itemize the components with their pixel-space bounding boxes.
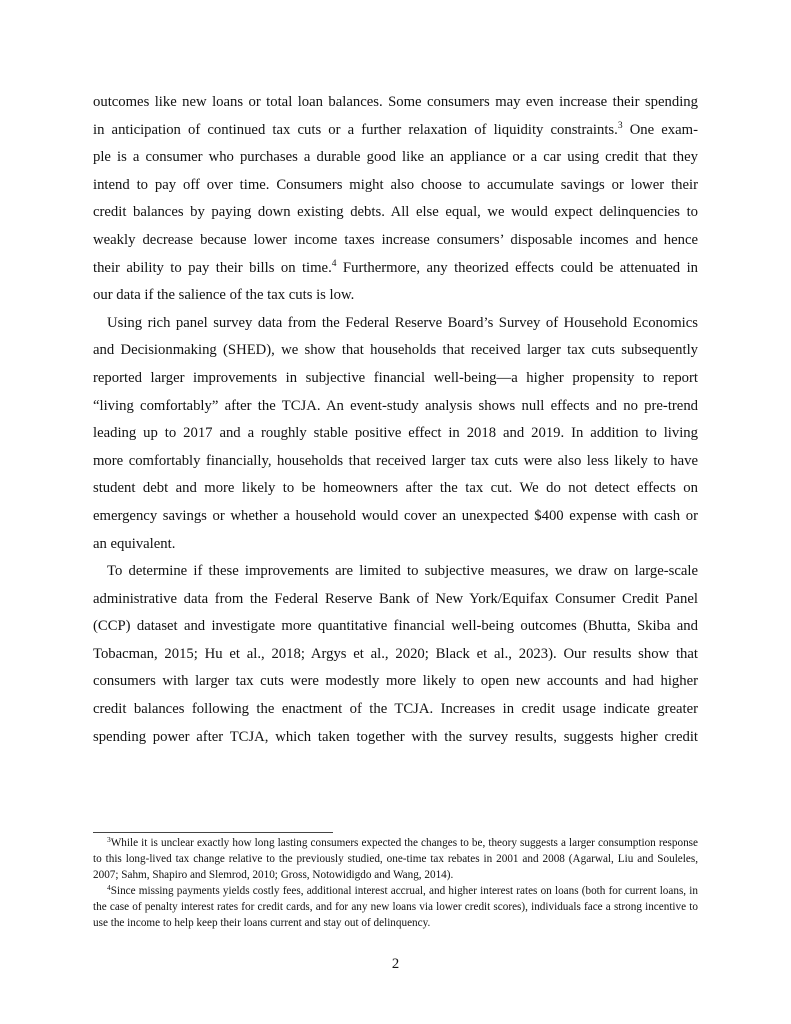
body-text bbox=[93, 89, 698, 751]
paragraph bbox=[93, 310, 698, 558]
paragraph bbox=[93, 89, 698, 310]
text-line: student debt and more likely to be homeowners after the tax cut. We do not detect effects on bbox=[93, 480, 698, 497]
footnote-mark: 3 bbox=[107, 835, 111, 844]
footnote-mark: 4 bbox=[107, 883, 111, 892]
text-line: credit balances by paying down existing debts. All else equal, we would expect delinquencies to bbox=[93, 204, 698, 221]
footnote-ref[interactable]: 4 bbox=[331, 258, 337, 269]
text-line: and Decisionmaking (SHED), we show that households that received larger tax cuts subsequently bbox=[93, 342, 698, 359]
footnote-text: While it is unclear exactly how long lasting consumers expected the changes to be, theory suggests a larger consumption response to this long-lived tax change relative to the previously studied, one-time tax rebates in 2001 and 2008 (Agarwal, Liu and Souleles, 2007; Sahm, Shapiro and Slemrod, 2010; Gross, Notowidigdo and Wang, 2014). bbox=[93, 837, 698, 881]
footnote-text: Since missing payments yields costly fees, additional interest accrual, and higher interest rates on loans (both for current loans, in the case of penalty interest rates for credit cards, and for any new loans via lower credit scores), individuals face a strong incentive to use the income to help keep their loans current and stay out of delinquency. bbox=[93, 885, 698, 929]
text-line: consumers with larger tax cuts were modestly more likely to open new accounts and had higher bbox=[93, 673, 698, 690]
footnote-3 bbox=[93, 835, 698, 883]
paragraph bbox=[93, 558, 698, 751]
text-line: weakly decrease because lower income taxes increase consumers’ disposable incomes and hence bbox=[93, 231, 698, 248]
text-line: Tobacman, 2015; Hu et al., 2018; Argys et al., 2020; Black et al., 2023). Our results show that bbox=[93, 645, 698, 662]
footnotes bbox=[93, 835, 698, 931]
text-line: leading up to 2017 and a roughly stable positive effect in 2018 and 2019. In addition to living bbox=[93, 425, 698, 442]
text-line bbox=[93, 255, 698, 283]
page-number: 2 bbox=[391, 956, 400, 972]
footnote-rule bbox=[93, 832, 333, 833]
text-line: Using rich panel survey data from the Federal Reserve Board’s Survey of Household Economics bbox=[107, 314, 698, 331]
text-line: spending power after TCJA, which taken together with the survey results, suggests higher credit bbox=[93, 728, 698, 745]
footnote-4 bbox=[93, 883, 698, 931]
text-segment: their ability to pay their bills on time. bbox=[93, 259, 332, 276]
text-line: more comfortably financially, households that received larger tax cuts were also less likely to have bbox=[93, 452, 698, 469]
text-line: administrative data from the Federal Reserve Bank of New York/Equifax Consumer Credit Panel bbox=[93, 590, 698, 607]
text-line: our data if the salience of the tax cuts is low. bbox=[93, 287, 355, 304]
text-segment: Furthermore, any theorized effects could be attenuated in bbox=[336, 259, 698, 276]
text-segment: in anticipation of continued tax cuts or a further relaxation of liquidity constraints. bbox=[93, 121, 618, 138]
text-line: outcomes like new loans or total loan balances. Some consumers may even increase their spending bbox=[93, 94, 698, 110]
text-line: (CCP) dataset and investigate more quantitative financial well-being outcomes (Bhutta, Skiba and bbox=[93, 618, 698, 635]
footnote-ref[interactable]: 3 bbox=[617, 120, 623, 131]
text-line: intend to pay off over time. Consumers might also choose to accumulate savings or lower their bbox=[93, 176, 698, 193]
text-line: ple is a consumer who purchases a durable good like an appliance or a car using credit that they bbox=[93, 149, 698, 166]
text-line bbox=[93, 117, 698, 145]
text-line: “living comfortably” after the TCJA. An event-study analysis shows null effects and no pre-trend bbox=[93, 397, 698, 414]
text-line: credit balances following the enactment of the TCJA. Increases in credit usage indicate greater bbox=[93, 701, 698, 718]
text-segment: One exam- bbox=[622, 121, 698, 138]
text-line: To determine if these improvements are limited to subjective measures, we draw on large-scale bbox=[107, 563, 698, 580]
text-line: reported larger improvements in subjective financial well-being—a higher propensity to report bbox=[93, 369, 698, 386]
text-line: an equivalent. bbox=[93, 535, 176, 552]
text-line: emergency savings or whether a household would cover an unexpected $400 expense with cash or bbox=[93, 507, 698, 524]
